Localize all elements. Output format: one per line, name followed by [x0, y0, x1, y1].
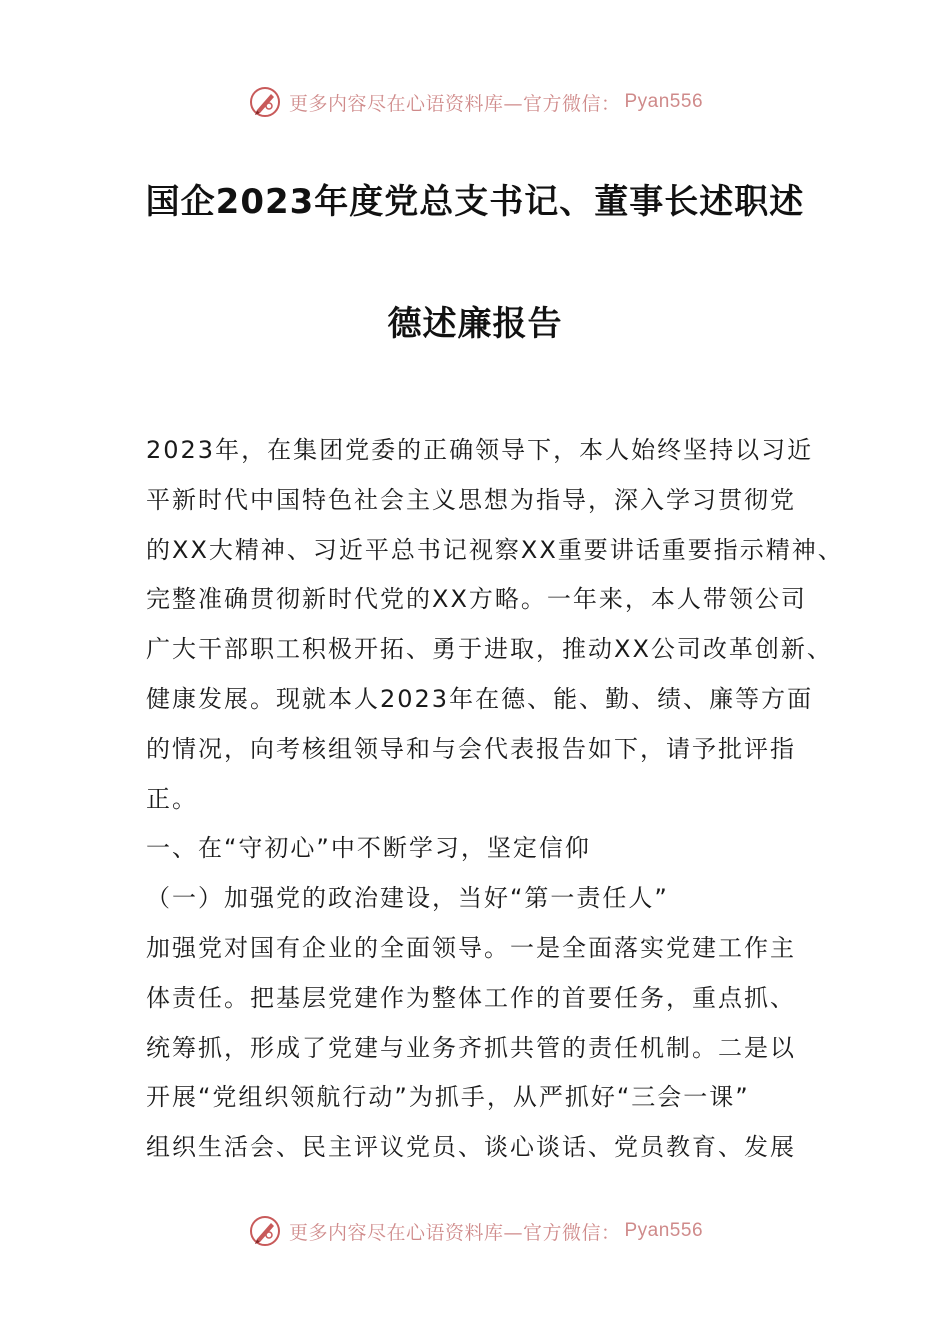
document-title-line-1: 国企2023年度党总支书记、董事长述职述	[145, 182, 805, 222]
document-body	[146, 426, 844, 1173]
body-line: 正。	[146, 784, 198, 813]
body-line: 统筹抓，形成了党建与业务齐抓共管的责任机制。二是以	[146, 1033, 796, 1062]
pen-logo-icon	[247, 1213, 283, 1249]
body-line: 完整准确贯彻新时代党的XX方略。一年来，本人带领公司	[146, 585, 807, 614]
watermark-wechat-id: Pyan556	[624, 91, 704, 112]
pen-logo-icon	[247, 84, 283, 120]
body-line: 广大干部职工积极开拓、勇于进取，推动XX公司改革创新、	[146, 635, 833, 664]
footer-watermark	[0, 1211, 950, 1251]
watermark-text: 更多内容尽在心语资料库—官方微信：	[288, 92, 621, 115]
watermark-text: 更多内容尽在心语资料库—官方微信：	[288, 1221, 621, 1244]
subsection-heading: （一）加强党的政治建设，当好“第一责任人”	[146, 884, 669, 913]
body-line: 的情况，向考核组领导和与会代表报告如下，请予批评指	[146, 734, 796, 763]
watermark-wechat-id: Pyan556	[624, 1220, 704, 1241]
body-line: 开展“党组织领航行动”为抓手，从严抓好“三会一课”	[146, 1083, 750, 1112]
document-title-line-2: 德述廉报告	[387, 304, 563, 344]
body-line: 平新时代中国特色社会主义思想为指导，深入学习贯彻党	[146, 485, 796, 514]
body-line: 健康发展。现就本人2023年在德、能、勤、绩、廉等方面	[146, 684, 814, 713]
body-line: 组织生活会、民主评议党员、谈心谈话、党员教育、发展	[146, 1133, 796, 1162]
header-watermark	[0, 82, 950, 122]
body-line: 的XX大精神、习近平总书记视察XX重要讲话重要指示精神、	[146, 535, 844, 564]
body-line: 2023年，在集团党委的正确领导下，本人始终坚持以习近	[146, 436, 814, 464]
body-line: 加强党对国有企业的全面领导。一是全面落实党建工作主	[146, 933, 796, 962]
body-line: 体责任。把基层党建作为整体工作的首要任务，重点抓、	[146, 983, 796, 1012]
section-heading: 一、在“守初心”中不断学习，坚定信仰	[146, 834, 591, 863]
